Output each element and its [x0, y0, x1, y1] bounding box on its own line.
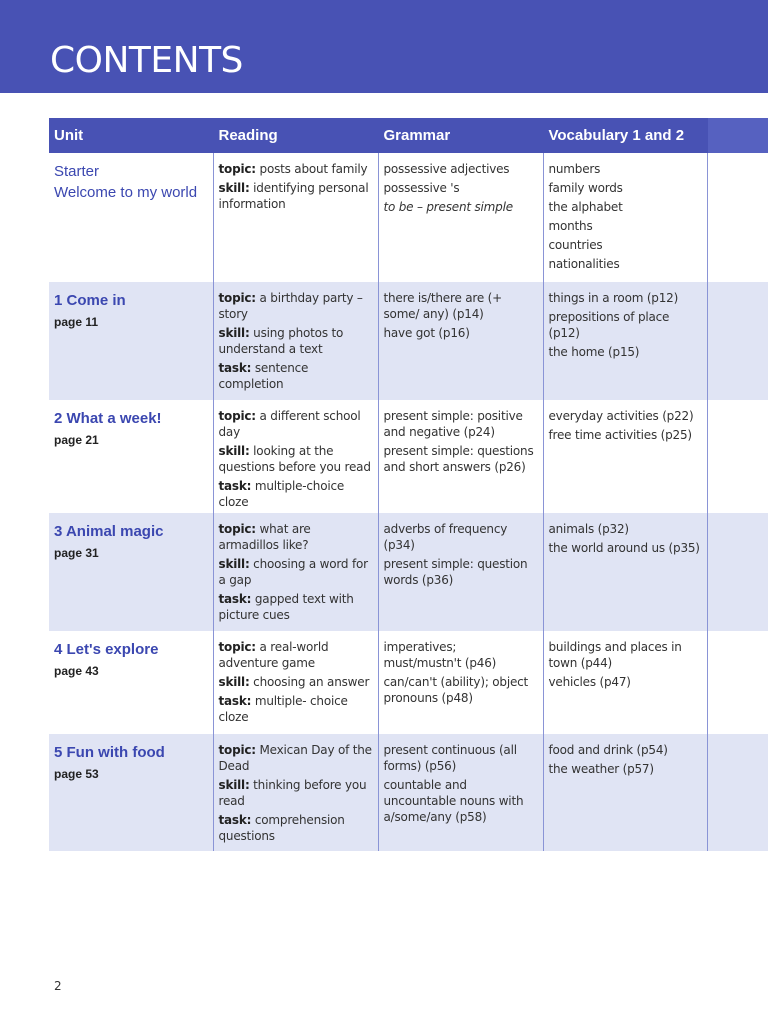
vocabulary-item: the world around us (p35)	[548, 541, 700, 555]
unit-title: 5 Fun with food	[54, 744, 165, 761]
vocabulary-item: things in a room (p12)	[548, 291, 679, 305]
unit-title: Starter	[54, 163, 100, 180]
page-title: CONTENTS	[50, 40, 243, 81]
table-row	[49, 631, 768, 734]
reading-skill: choosing a word for a gap	[218, 557, 368, 587]
skill-label: skill:	[218, 181, 250, 195]
page-number: 2	[54, 979, 62, 993]
topic-label: topic:	[218, 409, 256, 423]
reading-cell	[213, 400, 378, 513]
grammar-cell	[378, 513, 543, 631]
topic-label: topic:	[218, 291, 256, 305]
reading-cell	[213, 282, 378, 400]
reading-topic: a different school day	[218, 409, 361, 439]
skill-label: skill:	[218, 778, 250, 792]
unit-page: page 31	[54, 546, 99, 560]
reading-topic: a birthday party – story	[218, 291, 363, 321]
grammar-item: present continuous (all forms) (p56)	[383, 743, 517, 773]
reading-skill: thinking before you read	[218, 778, 367, 808]
reading-cell	[213, 734, 378, 851]
column-header-reading: Reading	[213, 118, 378, 153]
topic-label: topic:	[218, 743, 256, 757]
reading-topic: posts about family	[255, 162, 368, 176]
reading-skill: using photos to understand a text	[218, 326, 344, 356]
reading-cell	[213, 153, 378, 282]
vocabulary-item: vehicles (p47)	[548, 675, 631, 689]
vocabulary-item: free time activities (p25)	[548, 428, 692, 442]
reading-cell	[213, 513, 378, 631]
vocabulary-cell	[543, 400, 707, 513]
reading-topic: what are armadillos like?	[218, 522, 311, 552]
reading-task: sentence completion	[218, 361, 309, 391]
topic-label: topic:	[218, 162, 256, 176]
grammar-item: possessive 's	[383, 181, 460, 195]
table-row	[49, 734, 768, 851]
reading-task: comprehension questions	[218, 813, 345, 843]
column-header-vocabulary: Vocabulary 1 and 2	[543, 118, 707, 153]
column-header-grammar: Grammar	[378, 118, 543, 153]
topic-label: topic:	[218, 640, 256, 654]
grammar-item: adverbs of frequency (p34)	[383, 522, 508, 552]
grammar-item: have got (p16)	[383, 326, 470, 340]
grammar-item: to be – present simple	[383, 200, 513, 214]
grammar-cell	[378, 400, 543, 513]
task-label: task:	[218, 592, 252, 606]
grammar-item: imperatives; must/mustn't (p46)	[383, 640, 497, 670]
reading-task: multiple-choice cloze	[218, 479, 345, 509]
vocabulary-item: countries	[548, 238, 603, 252]
reading-topic: a real-world adventure game	[218, 640, 329, 670]
vocabulary-item: animals (p32)	[548, 522, 629, 536]
blank-cell	[707, 631, 768, 734]
grammar-item: possessive adjectives	[383, 162, 510, 176]
grammar-item: present simple: questions and short answers (p26)	[383, 444, 534, 474]
grammar-item: can/can't (ability); object pronouns (p48)	[383, 675, 529, 705]
vocabulary-item: prepositions of place (p12)	[548, 310, 670, 340]
column-header-blank	[707, 118, 768, 153]
column-header-unit: Unit	[49, 118, 213, 153]
unit-title: 4 Let's explore	[54, 641, 159, 658]
blank-cell	[707, 513, 768, 631]
grammar-cell	[378, 153, 543, 282]
table-row	[49, 153, 768, 282]
vocabulary-item: everyday activities (p22)	[548, 409, 694, 423]
unit-cell	[49, 400, 213, 513]
blank-cell	[707, 153, 768, 282]
grammar-item: there is/there are (+ some/ any) (p14)	[383, 291, 503, 321]
unit-subtitle: Welcome to my world	[54, 184, 198, 201]
vocabulary-item: family words	[548, 181, 623, 195]
vocabulary-item: numbers	[548, 162, 601, 176]
grammar-item: countable and uncountable nouns with a/some/any (p58)	[383, 778, 524, 824]
blank-cell	[707, 400, 768, 513]
vocabulary-item: buildings and places in town (p44)	[548, 640, 682, 670]
vocabulary-cell	[543, 631, 707, 734]
unit-title: 2 What a week!	[54, 410, 162, 427]
table-row	[49, 513, 768, 631]
task-label: task:	[218, 694, 252, 708]
unit-page: page 11	[54, 315, 99, 329]
vocabulary-cell	[543, 282, 707, 400]
table-header-row	[49, 118, 768, 153]
task-label: task:	[218, 813, 252, 827]
unit-cell	[49, 734, 213, 851]
skill-label: skill:	[218, 675, 250, 689]
unit-cell	[49, 153, 213, 282]
header-banner	[0, 0, 768, 93]
contents-table	[49, 118, 768, 851]
vocabulary-item: nationalities	[548, 257, 620, 271]
reading-task: multiple- choice cloze	[218, 694, 348, 724]
table-row	[49, 400, 768, 513]
vocabulary-cell	[543, 734, 707, 851]
reading-topic: Mexican Day of the Dead	[218, 743, 372, 773]
grammar-cell	[378, 282, 543, 400]
reading-skill: identifying personal information	[218, 181, 369, 211]
vocabulary-cell	[543, 153, 707, 282]
unit-cell	[49, 513, 213, 631]
unit-page: page 53	[54, 767, 99, 781]
unit-page: page 21	[54, 433, 99, 447]
reading-task: gapped text with picture cues	[218, 592, 354, 622]
vocabulary-item: months	[548, 219, 593, 233]
skill-label: skill:	[218, 444, 250, 458]
reading-skill: choosing an answer	[249, 675, 370, 689]
vocabulary-item: the home (p15)	[548, 345, 640, 359]
task-label: task:	[218, 361, 252, 375]
table-row	[49, 282, 768, 400]
unit-cell	[49, 631, 213, 734]
grammar-cell	[378, 631, 543, 734]
reading-skill: looking at the questions before you read	[218, 444, 371, 474]
grammar-item: present simple: positive and negative (p24)	[383, 409, 523, 439]
skill-label: skill:	[218, 326, 250, 340]
topic-label: topic:	[218, 522, 256, 536]
vocabulary-item: food and drink (p54)	[548, 743, 668, 757]
blank-cell	[707, 734, 768, 851]
skill-label: skill:	[218, 557, 250, 571]
blank-cell	[707, 282, 768, 400]
unit-title: 3 Animal magic	[54, 523, 164, 540]
vocabulary-item: the weather (p57)	[548, 762, 654, 776]
unit-title: 1 Come in	[54, 292, 126, 309]
unit-page: page 43	[54, 664, 99, 678]
reading-cell	[213, 631, 378, 734]
vocabulary-cell	[543, 513, 707, 631]
unit-cell	[49, 282, 213, 400]
task-label: task:	[218, 479, 252, 493]
grammar-cell	[378, 734, 543, 851]
grammar-item: present simple: question words (p36)	[383, 557, 528, 587]
vocabulary-item: the alphabet	[548, 200, 623, 214]
